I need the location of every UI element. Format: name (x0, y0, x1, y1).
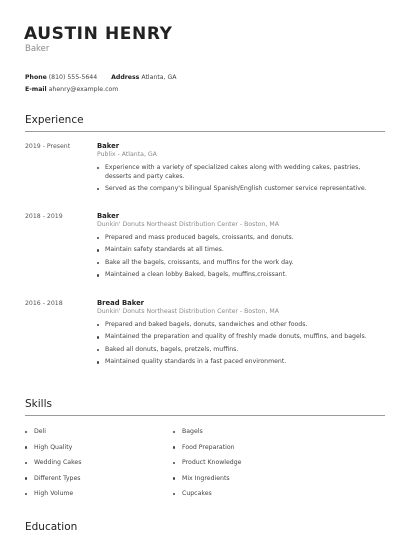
job-dates: 2019 - Present (25, 143, 71, 150)
skills-heading: Skills (25, 398, 52, 410)
experience-divider (25, 131, 385, 132)
email-label: E-mail (25, 86, 47, 93)
job-dates: 2018 - 2019 (25, 213, 63, 220)
list-item: Maintained a clean lobby Baked, bagels, muffins,croissant. (97, 271, 387, 280)
job-bullets (97, 234, 387, 284)
job-company: Dunkin' Donuts Northeast Distribution Center - Boston, MA (97, 221, 279, 228)
contact-line-1 (25, 74, 177, 81)
list-item: Maintained the preparation and quality of freshly made donuts, muffins, and bagels. (97, 333, 387, 342)
list-item: Bake all the bagels, croissants, and muffins for the work day. (97, 259, 387, 268)
list-item: Maintained quality standards in a fast paced environment. (97, 358, 387, 367)
candidate-role: Baker (25, 44, 50, 54)
list-item: Served as the company's bilingual Spanish/English customer service representative. (97, 185, 387, 194)
skill-item: Food Preparation (173, 444, 235, 451)
contact-line-2 (25, 86, 118, 93)
list-item: Prepared and mass produced bagels, croissants, and donuts. (97, 234, 387, 243)
skill-item: Deli (25, 428, 46, 435)
job-bullets (97, 164, 387, 197)
job-bullets (97, 321, 387, 371)
skill-item: Mix Ingredients (173, 475, 230, 482)
list-item: Experience with a variety of specialized cakes along with wedding cakes, pastries, desserts and party cakes. (97, 164, 387, 181)
skill-item: Cupcakes (173, 490, 212, 497)
candidate-name: AUSTIN HENRY (24, 24, 173, 44)
phone-value: (810) 555-5644 (48, 74, 98, 81)
job-title: Baker (97, 212, 120, 220)
job-title: Baker (97, 142, 120, 150)
skills-divider (25, 415, 385, 416)
skill-item: Wedding Cakes (25, 459, 81, 466)
email-value[interactable]: ahenry@example.com (48, 86, 119, 93)
job-company: Dunkin' Donuts Northeast Distribution Center - Boston, MA (97, 308, 279, 315)
skill-item: Product Knowledge (173, 459, 241, 466)
education-heading: Education (25, 521, 78, 533)
skill-item: High Volume (25, 490, 73, 497)
job-company: Publix - Atlanta, GA (97, 151, 157, 158)
skill-item: Bagels (173, 428, 203, 435)
skill-item: Different Types (25, 475, 81, 482)
job-dates: 2016 - 2018 (25, 300, 63, 307)
list-item: Prepared and baked bagels, donuts, sandwiches and other foods. (97, 321, 387, 330)
address-value: Atlanta, GA (141, 74, 177, 81)
skill-item: High Quality (25, 444, 72, 451)
address-label: Address (111, 74, 140, 81)
experience-heading: Experience (25, 114, 84, 126)
list-item: Maintain safety standards at all times. (97, 246, 387, 255)
phone-label: Phone (25, 74, 47, 81)
job-title: Bread Baker (97, 299, 145, 307)
list-item: Baked all donuts, bagels, pretzels, muffins. (97, 346, 387, 355)
